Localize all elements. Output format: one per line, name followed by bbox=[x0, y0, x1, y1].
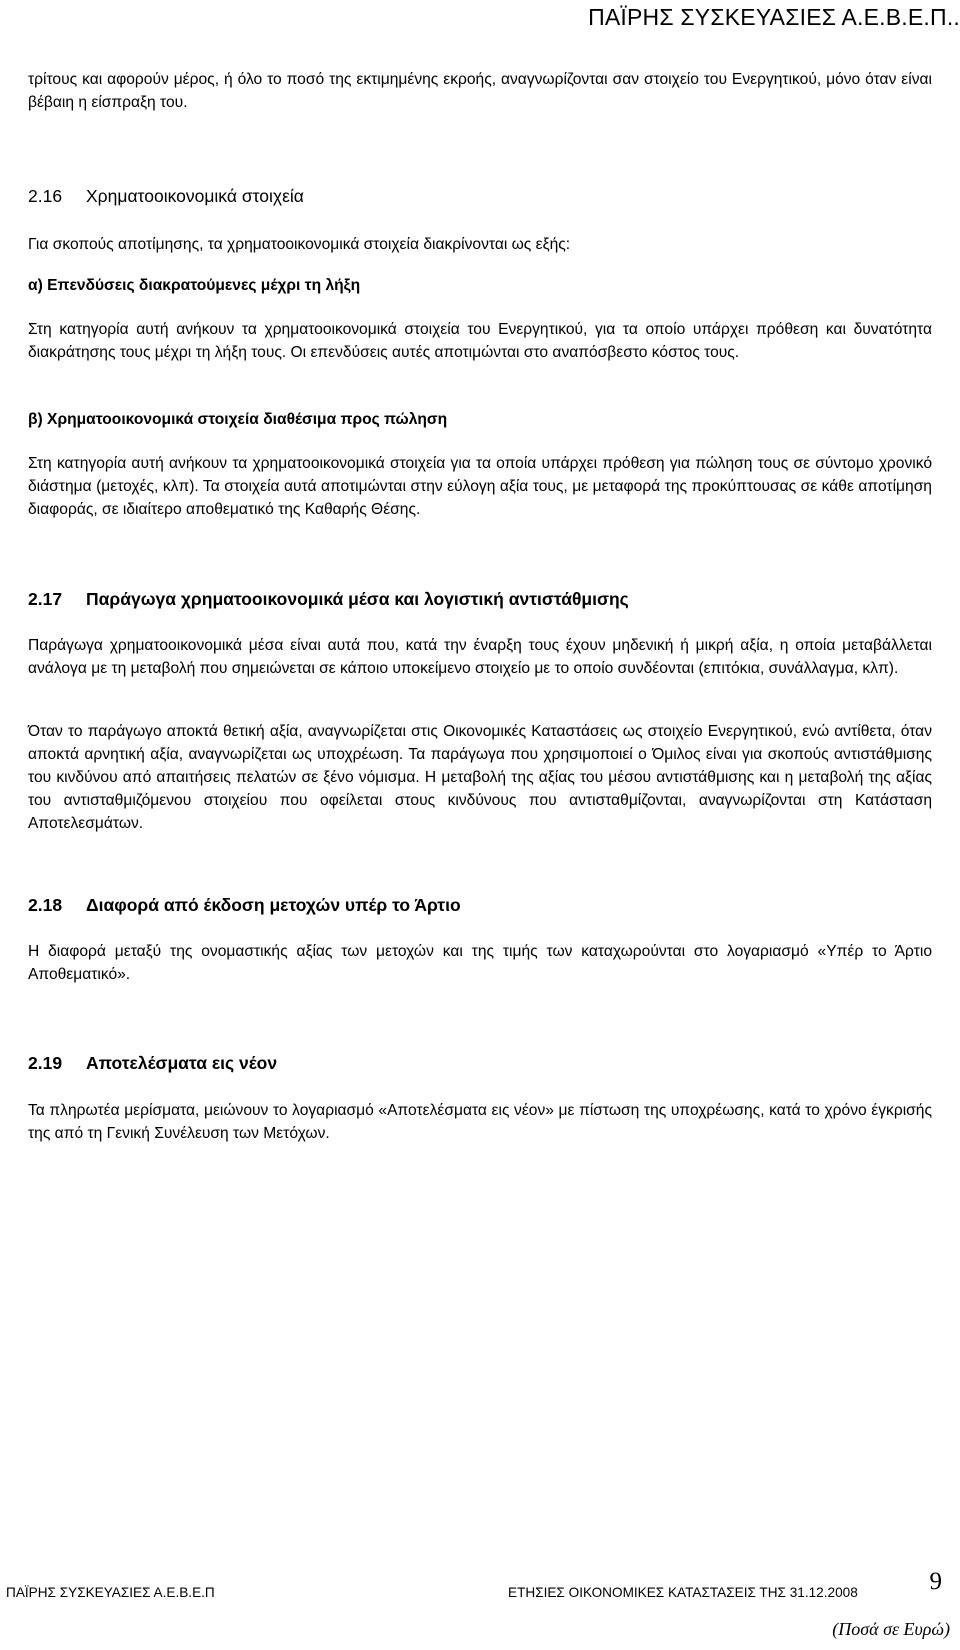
section-number: 2.18 bbox=[28, 895, 63, 915]
section-title: Διαφορά από έκδοση μετοχών υπέρ το Άρτιο bbox=[86, 895, 461, 915]
section-title: Χρηματοοικονομικά στοιχεία bbox=[86, 186, 304, 206]
section-title: Παράγωγα χρηματοοικονομικά μέσα και λογιστική αντιστάθμισης bbox=[86, 589, 629, 609]
section-number: 2.17 bbox=[28, 589, 63, 609]
header-company-name: ΠΑΪΡΗΣ ΣΥΣΚΕΥΑΣΙΕΣ Α.Ε.Β.Ε.Π.. bbox=[588, 4, 960, 30]
section-2-18-paragraph: Η διαφορά μεταξύ της ονομαστικής αξίας των μετοχών και της τιμής των καταχωρούνται στο λογαριασμό «Υπέρ το Άρτιο Αποθεματικό». bbox=[28, 943, 932, 983]
section-2-17-heading bbox=[28, 589, 629, 610]
subsection-a-title: α) Επενδύσεις διακρατούμενες μέχρι τη λήξη bbox=[28, 277, 361, 294]
section-2-19-paragraph: Τα πληρωτέα μερίσματα, μειώνουν το λογαριασμό «Αποτελέσματα εις νέον» με πίστωση της υποχρέωσης, κατά το χρόνο έγκρισής της από τη Γενική Συνέλευση των Μετόχων. bbox=[28, 1102, 932, 1142]
section-2-18-heading bbox=[28, 895, 461, 916]
section-title: Αποτελέσματα εις νέον bbox=[86, 1053, 278, 1073]
section-2-16-intro: Για σκοπούς αποτίμησης, τα χρηματοοικονομικά στοιχεία διακρίνονται ως εξής: bbox=[28, 236, 571, 253]
section-2-16-heading bbox=[28, 186, 304, 207]
section-2-19-heading bbox=[28, 1053, 277, 1074]
section-number: 2.16 bbox=[28, 186, 63, 206]
footer-report-title: ΕΤΗΣΙΕΣ ΟΙΚΟΝΟΜΙΚΕΣ ΚΑΤΑΣΤΑΣΕΙΣ ΤΗΣ 31.12.2008 bbox=[508, 1585, 858, 1600]
section-2-17-paragraph-2: Όταν το παράγωγο αποκτά θετική αξία, αναγνωρίζεται στις Οικονομικές Καταστάσεις ως στοιχείο Ενεργητικού, ενώ αντίθετα, όταν αποκτά αρνητική αξία, αναγνωρίζεται ως υποχρέωση. Τα παράγωγα που χρησιμοποιεί ο Όμιλος είναι για σκοπούς αντιστάθμισης του κινδύνου από απαιτήσεις πελατών σε ξένο νόμισμα. Η μεταβολή της αξίας του μέσου αντιστάθμισης και η μεταβολή της αξίας του αντισταθμιζόμενου στοιχείου που οφείλεται στους κινδύνους που αντισταθμίζονται, αναγνωρίζονται στη Κατάσταση Αποτελεσμάτων. bbox=[28, 723, 932, 832]
currency-note: (Ποσά σε Ευρώ) bbox=[832, 1619, 950, 1639]
section-2-17-paragraph-1: Παράγωγα χρηματοοικονομικά μέσα είναι αυτά που, κατά την έναρξη τους έχουν μηδενική ή μικρή αξία, η οποία μεταβάλλεται ανάλογα με τη μεταβολή που σημειώνεται σε κάποιο υποκείμενο στοιχείο με το οποίο συνδέονται (επιτόκια, συνάλλαγμα, κλπ). bbox=[28, 637, 932, 677]
footer-company-name: ΠΑΪΡΗΣ ΣΥΣΚΕΥΑΣΙΕΣ Α.Ε.Β.Ε.Π bbox=[6, 1585, 215, 1600]
section-number: 2.19 bbox=[28, 1053, 63, 1073]
subsection-b-text: Στη κατηγορία αυτή ανήκουν τα χρηματοοικονομικά στοιχεία για τα οποία υπάρχει πρόθεση για πώληση τους σε σύντομο χρονικό διάστημα (μετοχές, κλπ). Τα στοιχεία αυτά αποτιμώνται στην εύλογη αξία τους, με μεταφορά της προκύπτουσας σε κάθε αποτίμηση διαφοράς, σε ιδιαίτερο αποθεματικό της Καθαρής Θέσης. bbox=[28, 455, 932, 518]
subsection-a-text: Στη κατηγορία αυτή ανήκουν τα χρηματοοικονομικά στοιχεία του Ενεργητικού, για τα οποίο υπάρχει πρόθεση και δυνατότητα διακράτησης τους μέχρι τη λήξη τους. Οι επενδύσεις αυτές αποτιμώνται στο αναπόσβεστο κόστος τους. bbox=[28, 321, 932, 361]
intro-paragraph: τρίτους και αφορούν μέρος, ή όλο το ποσό της εκτιμημένης εκροής, αναγνωρίζονται σαν στοιχείο του Ενεργητικού, μόνο όταν είναι βέβαιη η είσπραξη του. bbox=[28, 71, 932, 111]
subsection-b-title: β) Χρηματοοικονομικά στοιχεία διαθέσιμα προς πώληση bbox=[28, 411, 448, 428]
page-number: 9 bbox=[929, 1568, 942, 1595]
